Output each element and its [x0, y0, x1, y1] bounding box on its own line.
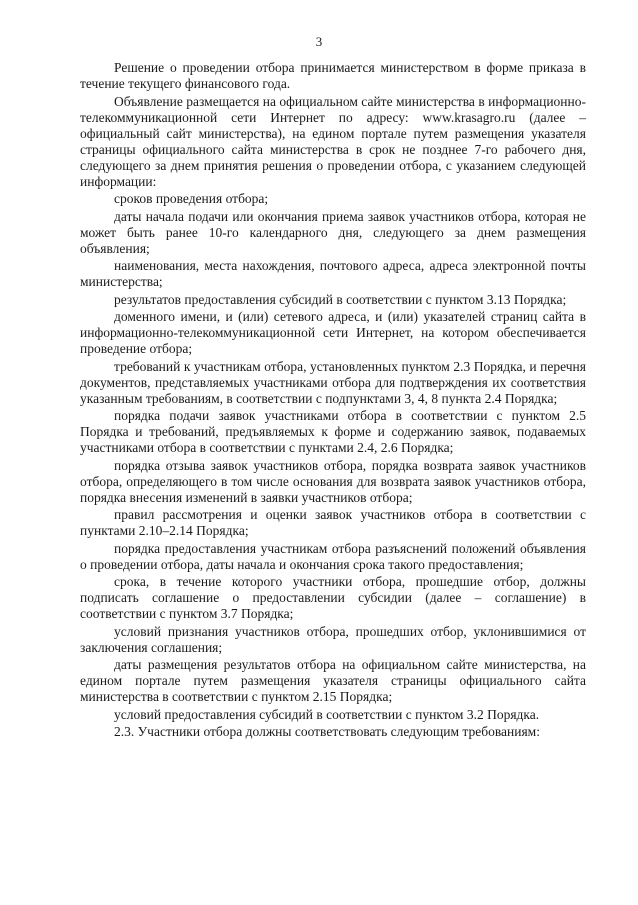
list-item-agreement-deadline: срока, в течение которого участники отбора, прошедшие отбор, должны подписать соглашение о предоставлении субсидии (далее – соглашение) в соответствии с пунктом 3.7 Порядка; — [80, 574, 586, 621]
list-item-timeframes: сроков проведения отбора; — [114, 191, 269, 206]
list-item-ministry-contacts: наименования, места нахождения, почтового адреса, адреса электронной почты министерства; — [80, 258, 586, 289]
list-item-application-procedure: порядка подачи заявок участниками отбора в соответствии с пунктом 2.5 Порядка и требований, предъявляемых к форме и содержанию заявок, подаваемых участниками отбора в соответствии с пунктами 2.4, 2.6 Порядка; — [80, 408, 586, 455]
list-item-domain-name: доменного имени, и (или) сетевого адреса, и (или) указателей страниц сайта в информационно-телекоммуникационной сети Интернет, на котором обеспечивается проведение отбора; — [80, 309, 586, 356]
list-item-clarifications: порядка предоставления участникам отбора разъяснений положений объявления о проведении отбора, даты начала и окончания срока такого предоставления; — [80, 540, 586, 572]
document-body — [80, 60, 586, 742]
list-item-subsidy-results: результатов предоставления субсидий в соответствии с пунктом 3.13 Порядка; — [114, 291, 567, 307]
paragraph-announcement: Объявление размещается на официальном сайте министерства в информационно-телекоммуникационной сети Интернет по адресу: www.krasagro.ru (далее – официальный сайт министерства), на едином портале путем размещения указателя страницы официального сайта министерства в срок не позднее 7-го рабочего дня, следующего за днем принятия решения о проведении отбора, с указанием следующей информации: — [80, 93, 586, 189]
list-item-evasion-conditions: условий признания участников отбора, прошедших отбор, уклонившимися от заключения соглашения; — [80, 623, 586, 655]
list-item-participant-requirements: требований к участникам отбора, установленных пунктом 2.3 Порядка, и перечня документов, представляемых участниками отбора для подтверждения их соответствия указанным требованиям, в соответствии с подпунктами 3, 4, 8 пункта 2.4 Порядка; — [80, 358, 586, 406]
list-item-results-publication: даты размещения результатов отбора на официальном сайте министерства, на едином портале путем размещения указателя страницы официального сайта министерства в соответствии с пунктом 2.15 Порядка; — [80, 657, 586, 704]
list-item-withdrawal-procedure: порядка отзыва заявок участников отбора, порядка возврата заявок участников отбора, определяющего в том числе основания для возврата заявок участников отбора, порядка внесения изменений в заявки участников отбора; — [80, 457, 586, 505]
list-item-subsidy-conditions: условий предоставления субсидий в соответствии с пунктом 3.2 Порядка. — [114, 706, 540, 722]
list-item-evaluation-rules: правил рассмотрения и оценки заявок участников отбора в соответствии с пунктами 2.10–2.14 Порядка; — [80, 507, 586, 538]
page-number: 3 — [315, 34, 323, 49]
section-heading-2-3: 2.3. Участники отбора должны соответствовать следующим требованиям: — [114, 724, 540, 739]
paragraph-decision: Решение о проведении отбора принимается министерством в форме приказа в течение текущего финансового года. — [80, 60, 586, 91]
list-item-submission-dates: даты начала подачи или окончания приема заявок участников отбора, которая не может быть ранее 10-го календарного дня, следующего за днем размещения объявления; — [80, 208, 586, 256]
